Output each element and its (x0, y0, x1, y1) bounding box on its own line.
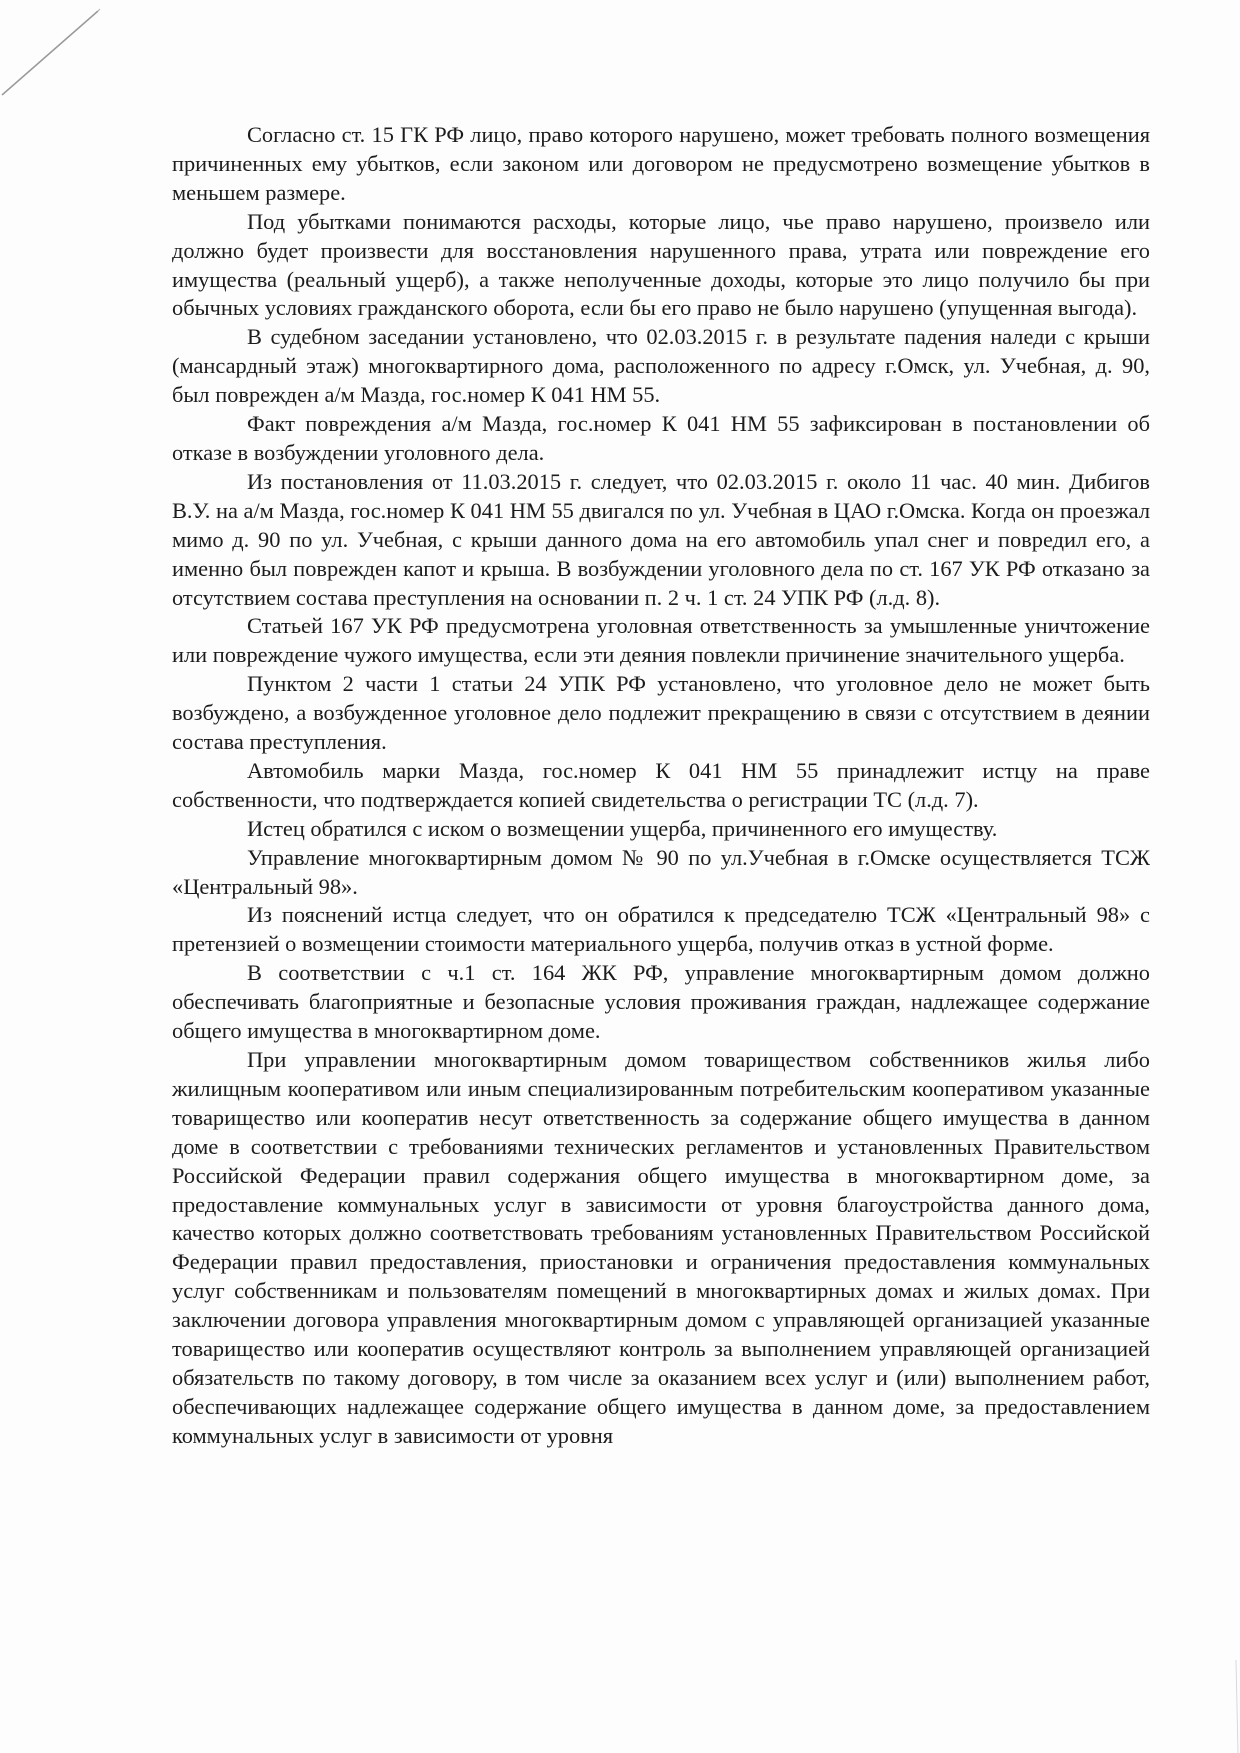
paragraph-1: Согласно ст. 15 ГК РФ лицо, право которого нарушено, может требовать полного возмещения причиненных ему убытков, если законом или договором не предусмотрено возмещение убытков в меньшем размере. (172, 122, 1150, 205)
paragraph-7: Пунктом 2 части 1 статьи 24 УПК РФ установлено, что уголовное дело не может быть возбуждено, а возбужденное уголовное дело подлежит прекращению в связи с отсутствием в деянии состава преступления. (172, 671, 1150, 755)
document-body (172, 121, 1150, 1451)
paragraph-12: В соответствии с ч.1 ст. 164 ЖК РФ, управление многоквартирным домом должно обеспечивать благоприятные и безопасные условия проживания граждан, надлежащее содержание общего имущества в многоквартирном доме. (172, 960, 1150, 1044)
paragraph-9: Истец обратился с иском о возмещении ущерба, причиненного его имуществу. (247, 815, 998, 841)
paragraph-2: Под убытками понимаются расходы, которые лицо, чье право нарушено, произвело или должно будет произвести для восстановления нарушенного права, утрата или повреждение его имущества (реальный ущерб), а также неполученные доходы, которые это лицо получило бы при обычных условиях гражданского оборота, если бы его право не было нарушено (упущенная выгода). (172, 208, 1150, 321)
paragraph-13: При управлении многоквартирным домом товариществом собственников жилья либо жилищным кооперативом или иным специализированным потребительским кооперативом указанные товарищество или кооператив несут ответственность за содержание общего имущества в данном доме в соответствии с требованиями технических регламентов и установленных Правительством Российской Федерации правил содержания общего имущества в многоквартирном доме, за предоставление коммунальных услуг в зависимости от уровня благоустройства данного дома, качество которых должно соответствовать требованиям установленных Правительством Российской Федерации правил предоставления, приостановки и ограничения предоставления коммунальных услуг собственникам и пользователям помещений в многоквартирных домах и жилых домах. При заключении договора управления многоквартирным домом с управляющей организацией указанные товарищество или кооператив осуществляют контроль за выполнением управляющей организацией обязательств по такому договору, в том числе за оказанием всех услуг и (или) выполнением работ, обеспечивающих надлежащее содержание общего имущества в данном доме, за предоставлением коммунальных услуг в зависимости от уровня (172, 1047, 1150, 1448)
paragraph-10: Управление многоквартирным домом № 90 по ул.Учебная в г.Омске осуществляется ТСЖ «Центральный 98». (172, 844, 1150, 899)
paragraph-6: Статьей 167 УК РФ предусмотрена уголовная ответственность за умышленные уничтожение или повреждение чужого имущества, если эти деяния повлекли причинение значительного ущерба. (172, 613, 1150, 668)
paragraph-5: Из постановления от 11.03.2015 г. следует, что 02.03.2015 г. около 11 час. 40 мин. Дибигов В.У. на а/м Мазда, гос.номер К 041 НМ 55 двигался по ул. Учебная в ЦАО г.Омска. Когда он проезжал мимо д. 90 по ул. Учебная, с крыши данного дома на его автомобиль упал снег и повредил его, а именно был поврежден капот и крыша. В возбуждении уголовного дела по ст. 167 УК РФ отказано за отсутствием состава преступления на основании п. 2 ч. 1 ст. 24 УПК РФ (л.д. 8). (172, 468, 1150, 610)
paragraph-3: В судебном заседании установлено, что 02.03.2015 г. в результате падения наледи с крыши (мансардный этаж) многоквартирного дома, расположенного по адресу г.Омск, ул. Учебная, д. 90, был поврежден а/м Мазда, гос.номер К 041 НМ 55. (172, 324, 1150, 408)
paragraph-4: Факт повреждения а/м Мазда, гос.номер К 041 НМ 55 зафиксирован в постановлении об отказе в возбуждении уголовного дела. (172, 411, 1150, 465)
paragraph-8: Автомобиль марки Мазда, гос.номер К 041 НМ 55 принадлежит истцу на праве собственности, что подтверждается копией свидетельства о регистрации ТС (л.д. 7). (172, 757, 1150, 812)
paragraph-11: Из пояснений истца следует, что он обратился к председателю ТСЖ «Центральный 98» с претензией о возмещении стоимости материального ущерба, получив отказ в устной форме. (172, 902, 1150, 957)
